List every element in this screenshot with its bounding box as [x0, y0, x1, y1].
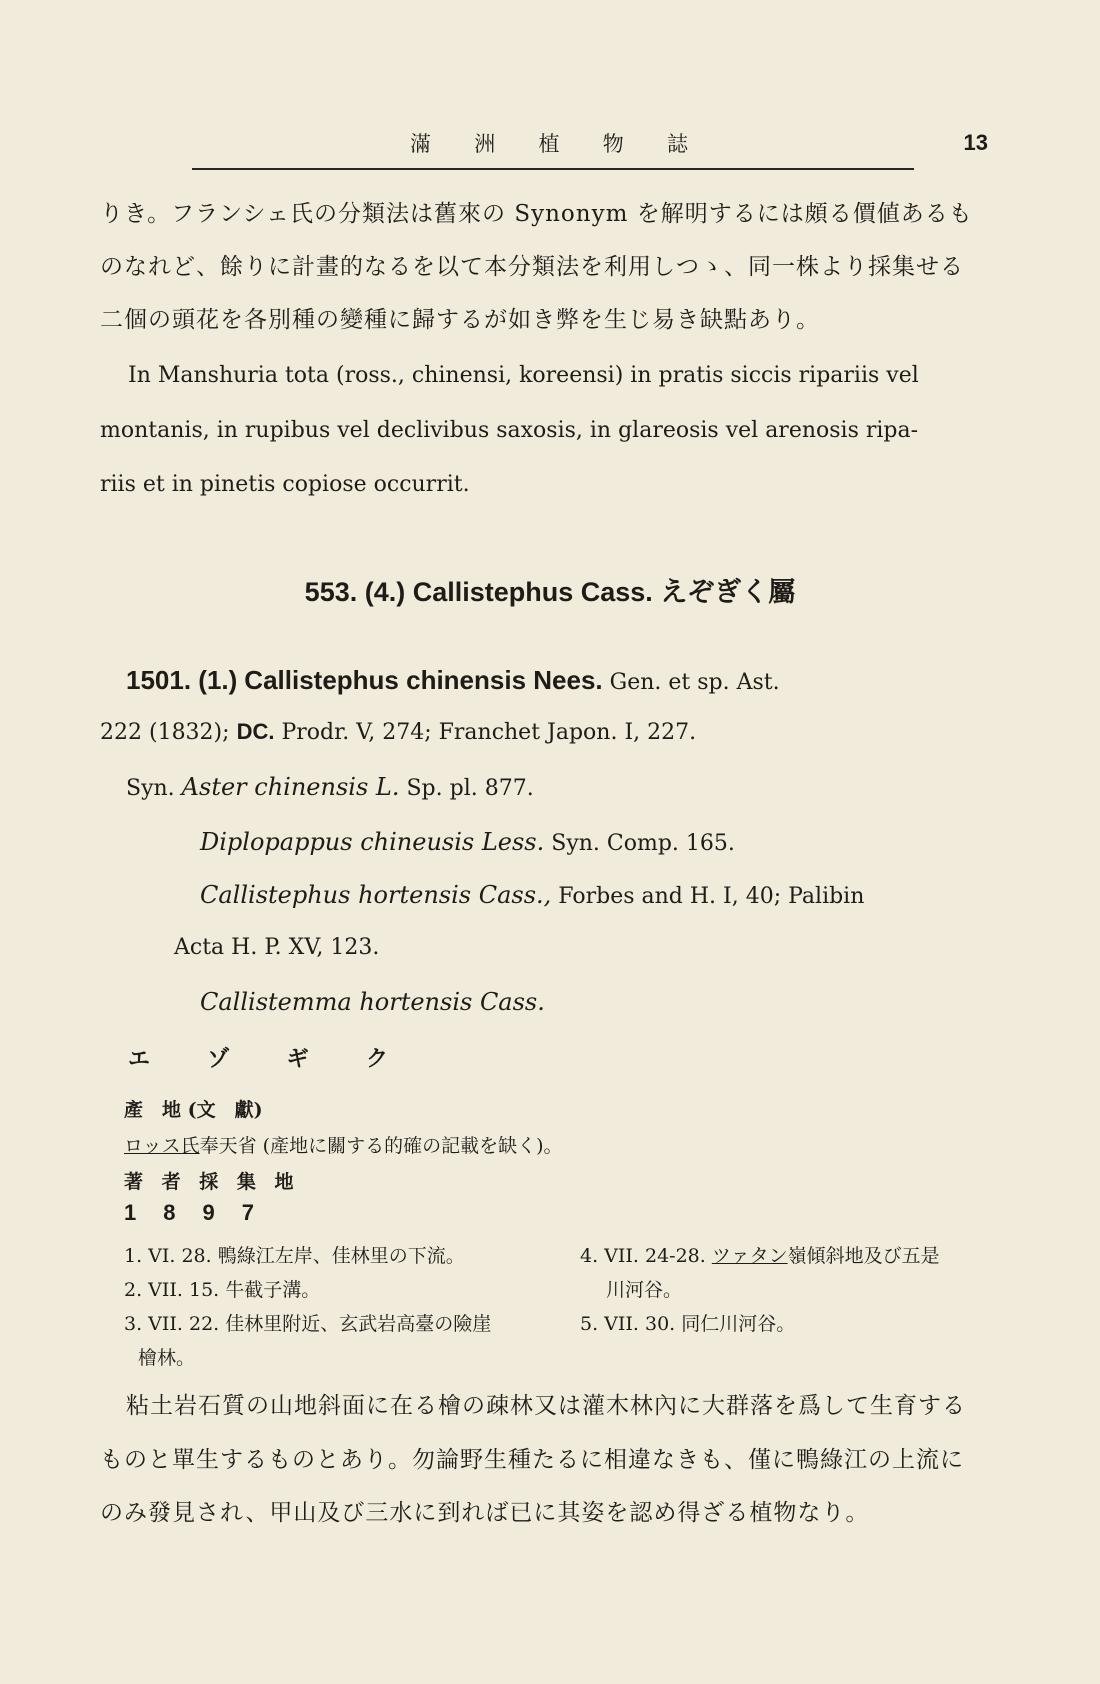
intro-jp-line: のなれど、餘りに計畫的なるを以て本分類法を利用しつゝ、同一株より採集せる — [100, 254, 964, 280]
latin-line: riis et in pinetis copiose occurrit. — [100, 472, 470, 497]
year-digit: 8 — [163, 1200, 176, 1225]
synonym-name: Aster chinensis L. — [181, 773, 400, 801]
japanese-common-name — [128, 1042, 388, 1073]
running-title-char: 誌 — [667, 132, 690, 156]
entry-place: 嶺傾斜地及び五是 — [787, 1245, 940, 1267]
year-digit: 1 — [124, 1200, 137, 1225]
locality-heading: 產 地 (文 獻) — [124, 1099, 263, 1121]
synonym-ref: Syn. Comp. 165. — [551, 831, 735, 856]
collection-entry: 1. VI. 28. 鴨綠江左岸、佳林里の下流。 — [124, 1245, 465, 1267]
year-digit: 7 — [241, 1200, 254, 1225]
ross-locality: 奉天省 (產地に關する的確の記載を缺く)。 — [199, 1135, 563, 1157]
citation-year: 222 (1832); — [100, 720, 230, 745]
synonym-name: Diplopappus chineusis Less. — [200, 828, 545, 856]
synonym-label: Syn. — [126, 776, 175, 801]
species-name: Callistephus chinensis Nees. — [244, 665, 603, 695]
species-entry-line2 — [100, 718, 696, 747]
synonym-name: Callistephus hortensis Cass., — [200, 881, 552, 909]
collection-entry: 3. VII. 22. 佳林里附近、玄武岩高臺の險崖 — [124, 1313, 492, 1335]
species-entry-line1 — [126, 666, 780, 697]
synonym-line — [200, 828, 735, 858]
species-citation: Gen. et sp. Ast. — [609, 670, 780, 695]
intro-jp-line: りき。フランシェ氏の分類法は舊來の Synonym を解明するには頗る價値あるも — [100, 201, 973, 227]
closing-jp-line: 粘土岩石質の山地斜面に在る檜の疎林又は灌木林內に大群落を爲して生育する — [126, 1393, 966, 1419]
genus-heading: 553. (4.) Callistephus Cass. えぞぎく屬 — [304, 577, 796, 607]
collection-entry: 5. VII. 30. 同仁川河谷。 — [580, 1313, 796, 1335]
synonym-ref: Sp. pl. 877. — [406, 776, 534, 801]
kana-char: ゾ — [207, 1047, 230, 1072]
running-title-char: 洲 — [474, 132, 498, 156]
citation-author: DC. — [236, 719, 275, 744]
kana-char: ク — [365, 1047, 388, 1072]
running-title — [410, 128, 690, 158]
citation-ref: Prodr. V, 274; — [281, 720, 432, 745]
latin-line: montanis, in rupibus vel declivibus saxosis, in glareosis vel arenosis ripa- — [100, 418, 919, 443]
running-title-char: 滿 — [410, 132, 433, 156]
synonym-name: Callistemma hortensis Cass. — [200, 988, 545, 1016]
ross-name: ロッス氏 — [124, 1135, 200, 1157]
collection-entry-cont: 檜林。 — [138, 1347, 196, 1369]
collection-heading: 著 者 採 集 地 — [124, 1171, 300, 1193]
kana-char: エ — [128, 1047, 151, 1072]
species-number: 1501. (1.) — [126, 665, 238, 695]
citation-ref: Franchet Japon. I, 227. — [438, 720, 697, 745]
header-rule — [192, 168, 914, 170]
entry-date: 4. VII. 24-28. — [580, 1245, 706, 1267]
running-title-char: 物 — [602, 132, 626, 156]
closing-jp-line: のみ發見され、甲山及び三水に到れば已に其姿を認め得ざる植物なり。 — [100, 1500, 870, 1526]
latin-line: In Manshuria tota (ross., chinensi, koreensi) in pratis siccis ripariis vel — [128, 363, 919, 388]
running-title-char: 植 — [538, 132, 562, 156]
synonym-ref: Forbes and H. I, 40; Palibin — [558, 884, 865, 909]
closing-jp-line: ものと單生するものとあり。勿論野生種たるに相違なきも、僅に鴨綠江の上流に — [100, 1447, 964, 1473]
locality-ross — [124, 1132, 563, 1160]
collection-entry: 2. VII. 15. 牛截子溝。 — [124, 1279, 321, 1301]
synonym-line — [200, 881, 864, 911]
collection-year — [124, 1200, 254, 1226]
kana-char: ギ — [286, 1047, 309, 1072]
page-number: 13 — [963, 130, 988, 155]
synonym-continuation: Acta H. P. XV, 123. — [174, 935, 380, 960]
synonym-line — [126, 773, 534, 803]
collection-entry — [580, 1242, 940, 1270]
collection-entry-cont: 川河谷。 — [606, 1279, 683, 1301]
year-digit: 9 — [202, 1200, 215, 1225]
place-tsatan: ツァタン — [711, 1245, 788, 1267]
intro-jp-line: 二個の頭花を各別種の變種に歸するが如き弊を生じ易き缺點あり。 — [100, 307, 820, 333]
